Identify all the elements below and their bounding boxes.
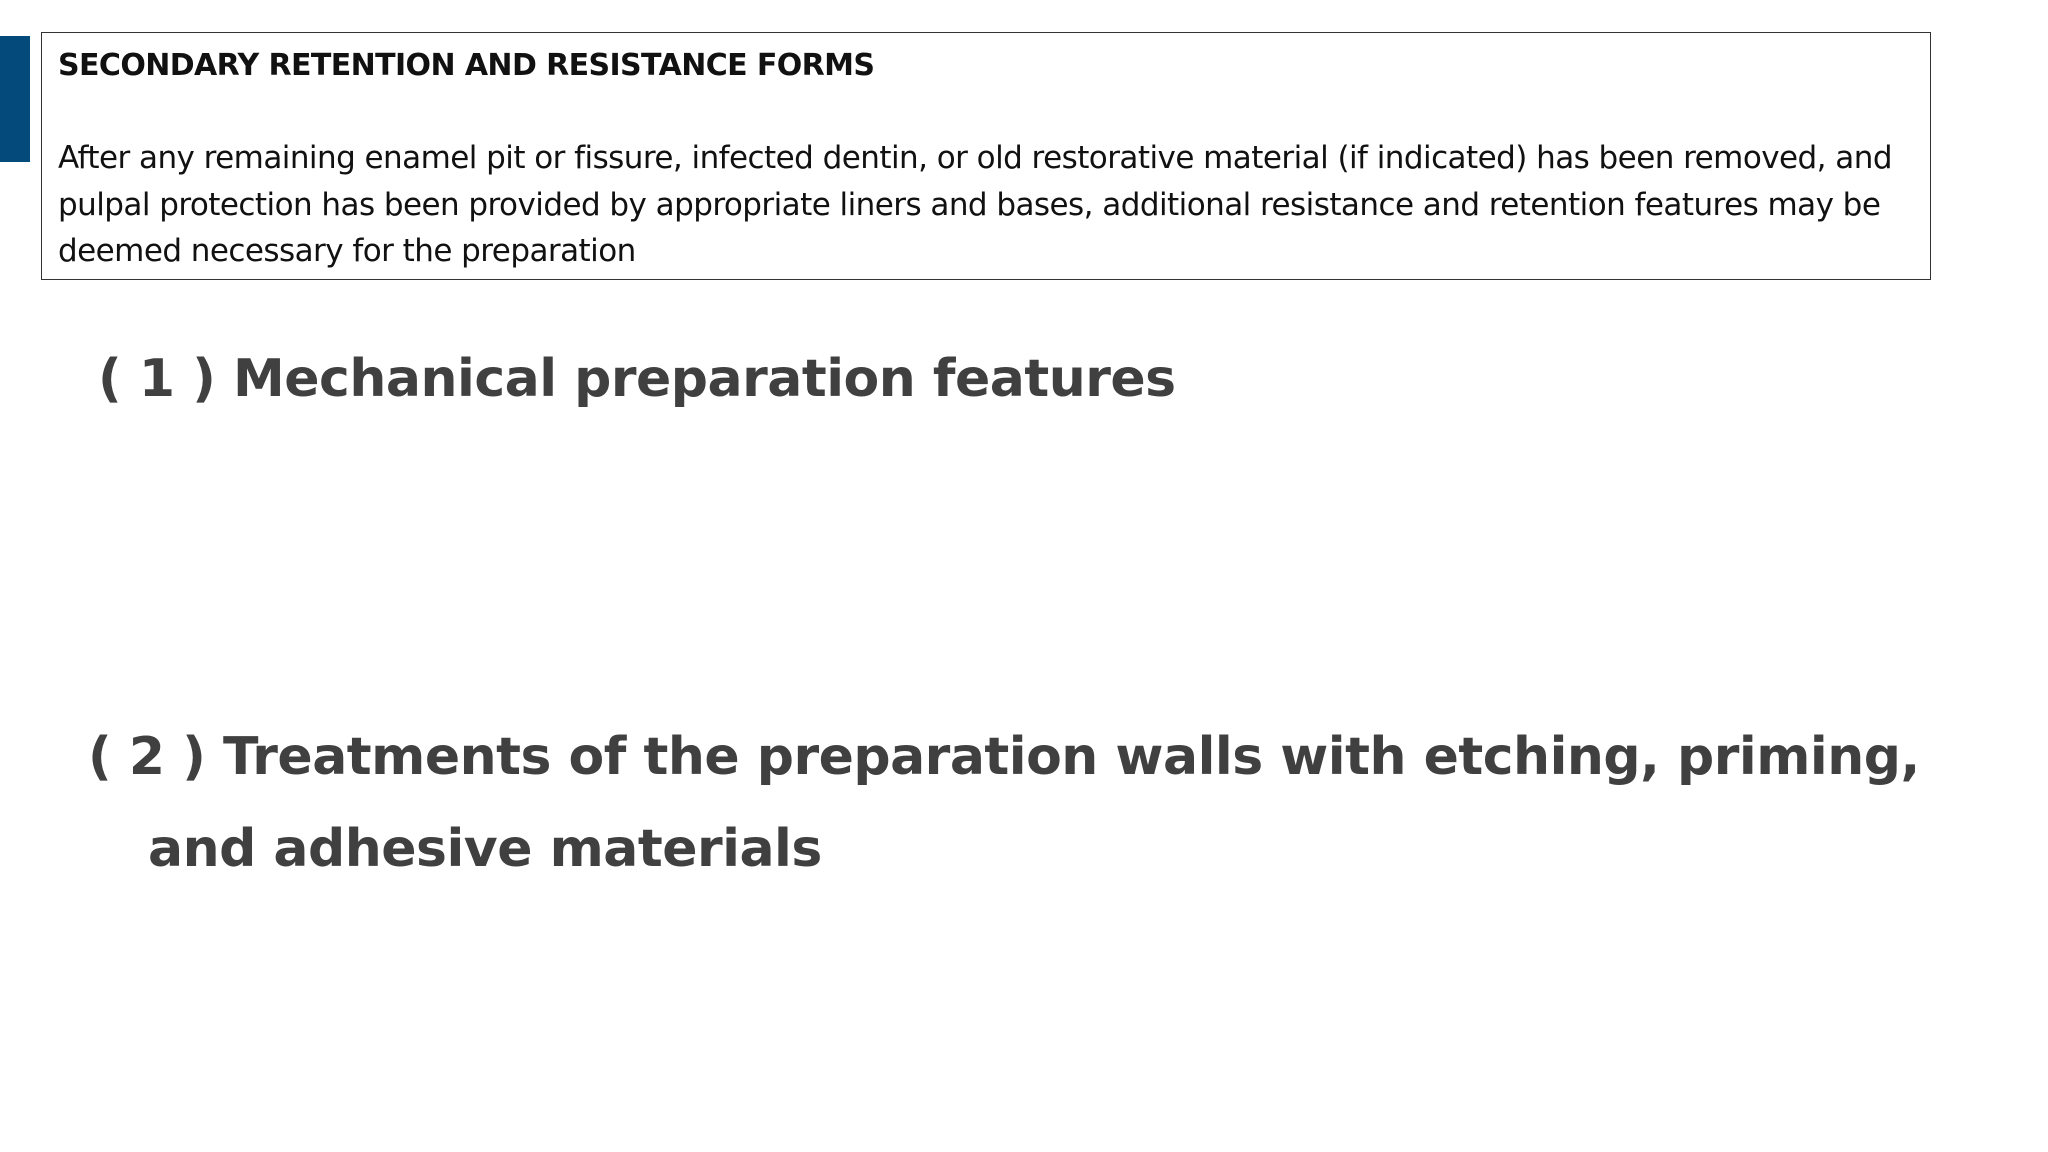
point-wall-treatments: ( 2 ) Treatments of the preparation walls with etching, priming, and adhesive materials bbox=[88, 727, 1920, 879]
box-heading: SECONDARY RETENTION AND RESISTANCE FORMS bbox=[58, 48, 875, 83]
accent-bar bbox=[0, 36, 30, 162]
box-body: After any remaining enamel pit or fissure, infected dentin, or old restorative material (if indicated) has been removed, and pulpal protection has been provided by appropriate liners and bases, additional resistance and retention features may be deemed necessary for the preparation bbox=[58, 140, 1892, 269]
point-mechanical-features: ( 1 ) Mechanical preparation features bbox=[98, 349, 1176, 409]
definition-box bbox=[41, 32, 1931, 280]
